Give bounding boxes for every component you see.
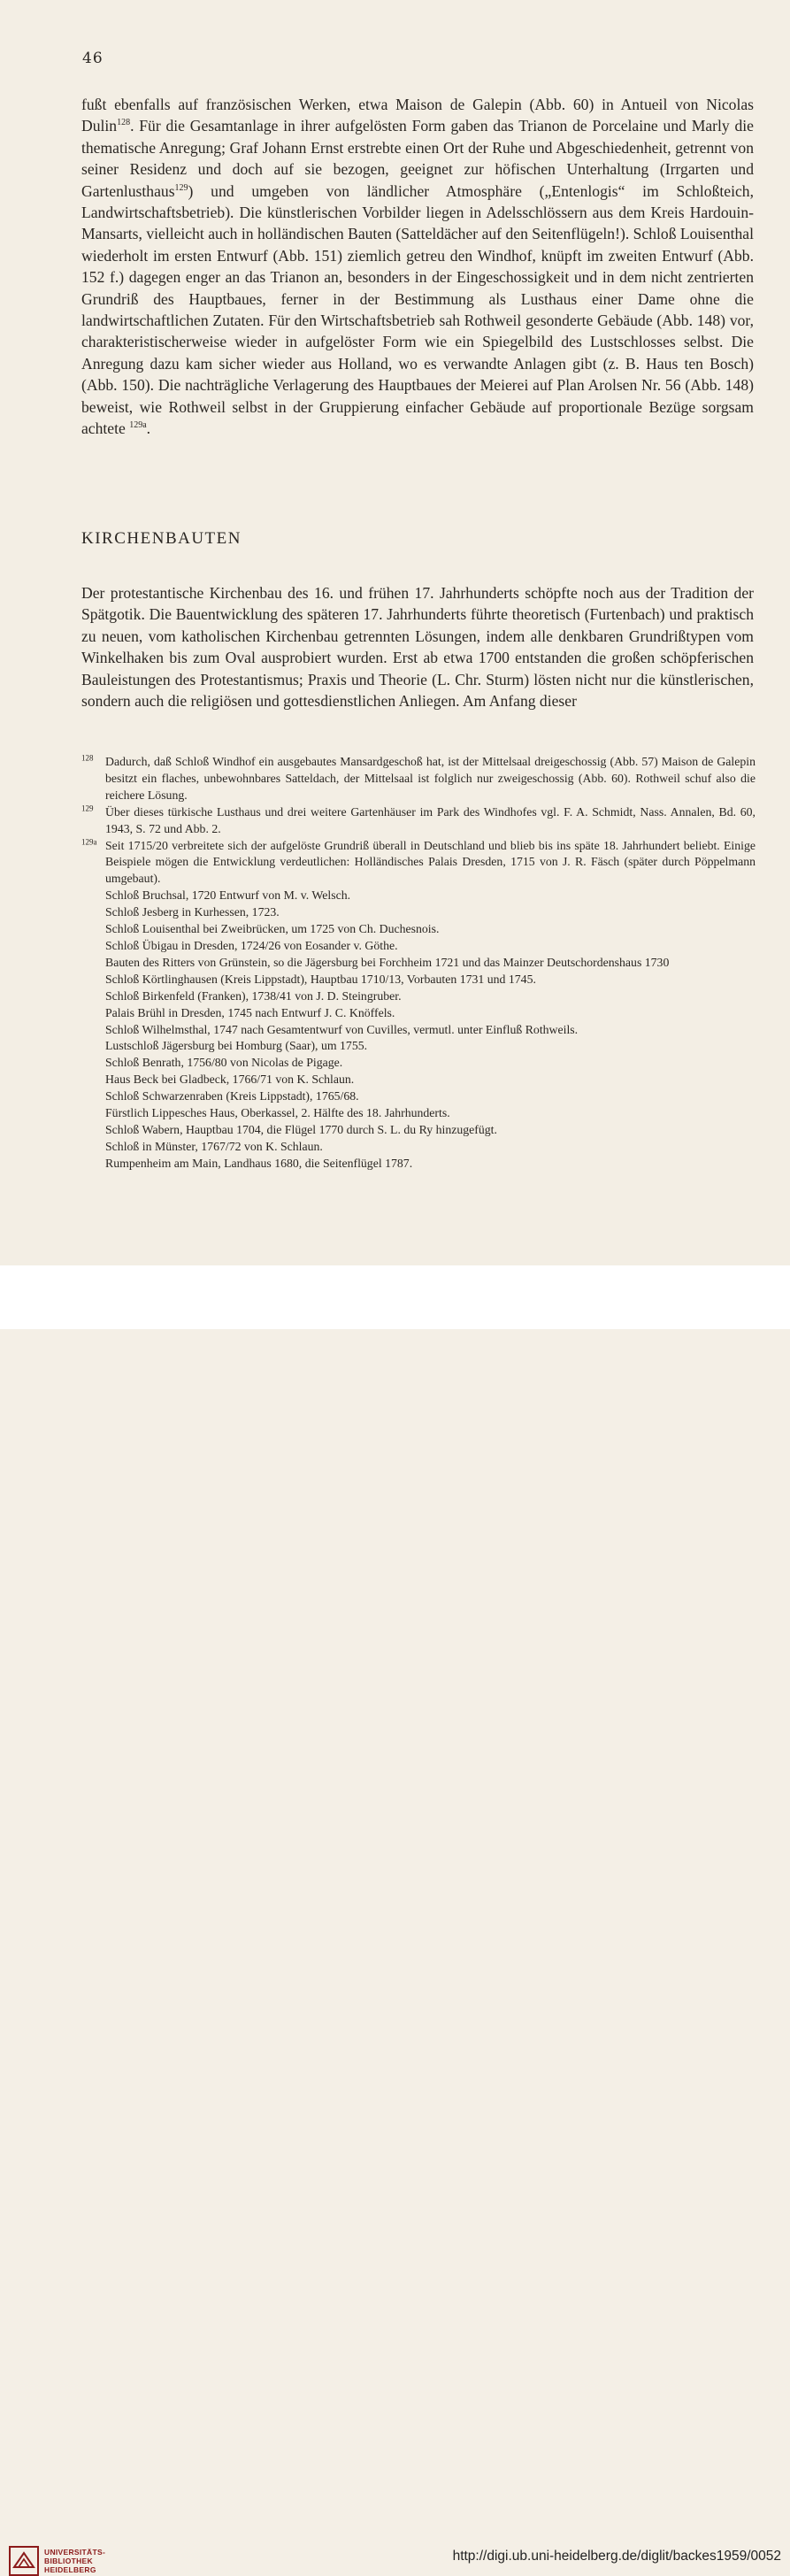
paragraph-1	[81, 94, 754, 440]
footnote-text: Seit 1715/20 verbreitete sich der aufgelöste Grundriß überall in Deutschland und blieb bis ins späte 18. Jahrhundert beliebt. Einige Beispiele mögen die Entwicklung verdeutlichen: Holländisches Palais Dresden, 1715 von J. R. Fäsch (später durch Pöppelmann umgebaut).	[105, 838, 755, 886]
library-name	[44, 2548, 105, 2574]
library-name-line-3: HEIDELBERG	[44, 2565, 96, 2574]
list-item: Schloß Benrath, 1756/80 von Nicolas de Pigage.	[105, 1056, 343, 1070]
library-logo-icon[interactable]	[9, 2546, 39, 2576]
footnotes	[81, 754, 755, 1173]
section-heading: KIRCHENBAUTEN	[81, 529, 242, 548]
paragraph-1-text-b: . Für die Gesamtanlage in ihrer aufgelösten Form gaben das Trianon de Porcelaine und Marly die thematische Anregung; Graf Johann Ernst erstrebte einen Ort der Ruhe und Abgeschiedenheit, getrennt von seiner Residenz und doch auf sie bezogen, geeignet zur höfischen Unterhaltung (Irrgarten und Gartenlusthaus	[81, 117, 754, 200]
footnote-128	[81, 754, 755, 804]
list-item: Schloß Jesberg in Kurhessen, 1723.	[105, 905, 280, 919]
footnote-ref-129a[interactable]: 129a	[129, 420, 147, 431]
footnote-number	[81, 754, 94, 771]
list-item: Lustschloß Jägersburg bei Homburg (Saar), um 1755.	[105, 1039, 368, 1053]
list-item: Schloß Louisenthal bei Zweibrücken, um 1725 von Ch. Duchesnois.	[105, 922, 440, 936]
list-item: Schloß Körtlinghausen (Kreis Lippstadt), Hauptbau 1710/13, Vorbauten 1731 und 1745.	[105, 972, 536, 986]
page-number: 46	[82, 50, 104, 67]
footnote-text: Dadurch, daß Schloß Windhof ein ausgebautes Mansardgeschoß hat, ist der Mittelsaal dreigeschossig (Abb. 57) Maison de Galepin besitzt ein flaches, unbewohnbares Satteldach, der Mittelsaal ist folglich nur zweigeschossig (Abb. 60). Rothweil schuf also die reichere Lösung.	[105, 755, 755, 802]
footnote-129	[81, 804, 755, 838]
paragraph-1-end: .	[146, 419, 151, 438]
footnote-129a	[81, 838, 755, 1173]
source-url-link[interactable]: http://digi.ub.uni-heidelberg.de/diglit/backes1959/0052	[452, 2549, 781, 2564]
footnote-number-128: 128	[81, 753, 94, 763]
paragraph-2: Der protestantische Kirchenbau des 16. und frühen 17. Jahrhunderts schöpfte noch aus der Tradition der Spätgotik. Die Bauentwicklung des späteren 17. Jahrhunderts führte theoretisch (Furtenbach) und praktisch zu neuen, vom katholischen Kirchenbau getrennten Lösungen, indem alle denkbaren Grundrißtypen vom Winkelhaken bis zum Oval ausprobiert wurden. Erst ab etwa 1700 entstanden die großen schöpferischen Bauleistungen des Protestantismus; Praxis und Theorie (L. Chr. Sturm) lösten nicht nur die künstlerischen, sondern auch die religiösen und gottesdienstlichen Anliegen. Am Anfang dieser	[81, 584, 754, 711]
list-item: Fürstlich Lippesches Haus, Oberkassel, 2. Hälfte des 18. Jahrhunderts.	[105, 1106, 450, 1120]
scanned-page	[0, 0, 790, 1265]
footnote-number-129: 129	[81, 804, 94, 813]
list-item: Bauten des Ritters von Grünstein, so die Jägersburg bei Forchheim 1721 und das Mainzer Deutschordenshaus 1730	[105, 955, 670, 969]
footnote-ref-129[interactable]: 129	[174, 182, 188, 193]
footnote-number	[81, 804, 94, 821]
library-name-line-1: UNIVERSITÄTS-	[44, 2548, 106, 2557]
list-item: Schloß Birkenfeld (Franken), 1738/41 von J. D. Steingruber.	[105, 988, 402, 1003]
list-item: Haus Beck bei Gladbeck, 1766/71 von K. Schlaun.	[105, 1073, 355, 1087]
list-item: Schloß Wilhelmsthal, 1747 nach Gesamtentwurf von Cuvilles, vermutl. unter Einfluß Rothweils.	[105, 1022, 579, 1036]
footnote-number-129a: 129a	[81, 836, 97, 846]
list-item: Schloß in Münster, 1767/72 von K. Schlaun.	[105, 1139, 323, 1153]
list-item: Schloß Schwarzenraben (Kreis Lippstadt), 1765/68.	[105, 1089, 359, 1103]
library-name-line-2: BIBLIOTHEK	[44, 2557, 93, 2565]
list-item: Schloß Bruchsal, 1720 Entwurf von M. v. Welsch.	[105, 888, 351, 903]
footnote-text: Über dieses türkische Lusthaus und drei weitere Gartenhäuser im Park des Windhofes vgl. F. A. Schmidt, Nass. Annalen, Bd. 60, 1943, S. 72 und Abb. 2.	[105, 804, 755, 835]
footer-bar	[0, 1265, 790, 2574]
list-item: Schloß Wabern, Hauptbau 1704, die Flügel 1770 durch S. L. du Ry hinzugefügt.	[105, 1122, 497, 1136]
paragraph-1-text-a: fußt ebenfalls auf französischen Werken, etwa Maison de Galepin (Abb. 60) in Antueil von Nicolas Dulin	[81, 96, 754, 135]
footnote-number	[81, 838, 97, 855]
list-item: Rumpenheim am Main, Landhaus 1680, die Seitenflügel 1787.	[105, 1156, 413, 1170]
list-item: Schloß Übigau in Dresden, 1724/26 von Eosander v. Göthe.	[105, 938, 398, 952]
list-item: Palais Brühl in Dresden, 1745 nach Entwurf J. C. Knöffels.	[105, 1005, 395, 1019]
paragraph-1-text-c: ) und umgeben von ländlicher Atmosphäre („Entenlogis“ im Schloßteich, Landwirtschaftsbetrieb). Die künstlerischen Vorbilder liegen in Adelsschlössern aus dem Kreis Hardouin-Mansarts, vielleicht auch in holländischen Bauten (Satteldächer auf den Seitenflügeln!). Schloß Louisenthal wiederholt im ersten Entwurf (Abb. 151) ziemlich getreu den Windhof, knüpft im zweiten Entwurf (Abb. 152 f.) dagegen enger an das Trianon an, besonders in der Eingeschossigkeit und in dem nicht zentrierten Grundriß des Hauptbaues, ferner in der Bestimmung als Lusthaus einer Dame ohne die landwirtschaftlichen Zutaten. Für den Wirtschaftsbetrieb sah Rothweil gesonderte Gebäude (Abb. 148) vor, charakteristischerweise wieder in aufgelöster Form wie ein Spiegelbild des Lustschlosses selbst. Die Anregung dazu kam sicher wieder aus Holland, wo es verwandte Anlagen gibt (z. B. Haus ten Bosch) (Abb. 150). Die nachträgliche Verlagerung des Hauptbaues der Meierei auf Plan Arolsen Nr. 56 (Abb. 148) beweist, wie Rothweil selbst in der Gruppierung einfacher Gebäude auf proportionale Bezüge sorgsam achtete	[81, 181, 754, 438]
footnote-ref-128[interactable]: 128	[117, 118, 131, 128]
